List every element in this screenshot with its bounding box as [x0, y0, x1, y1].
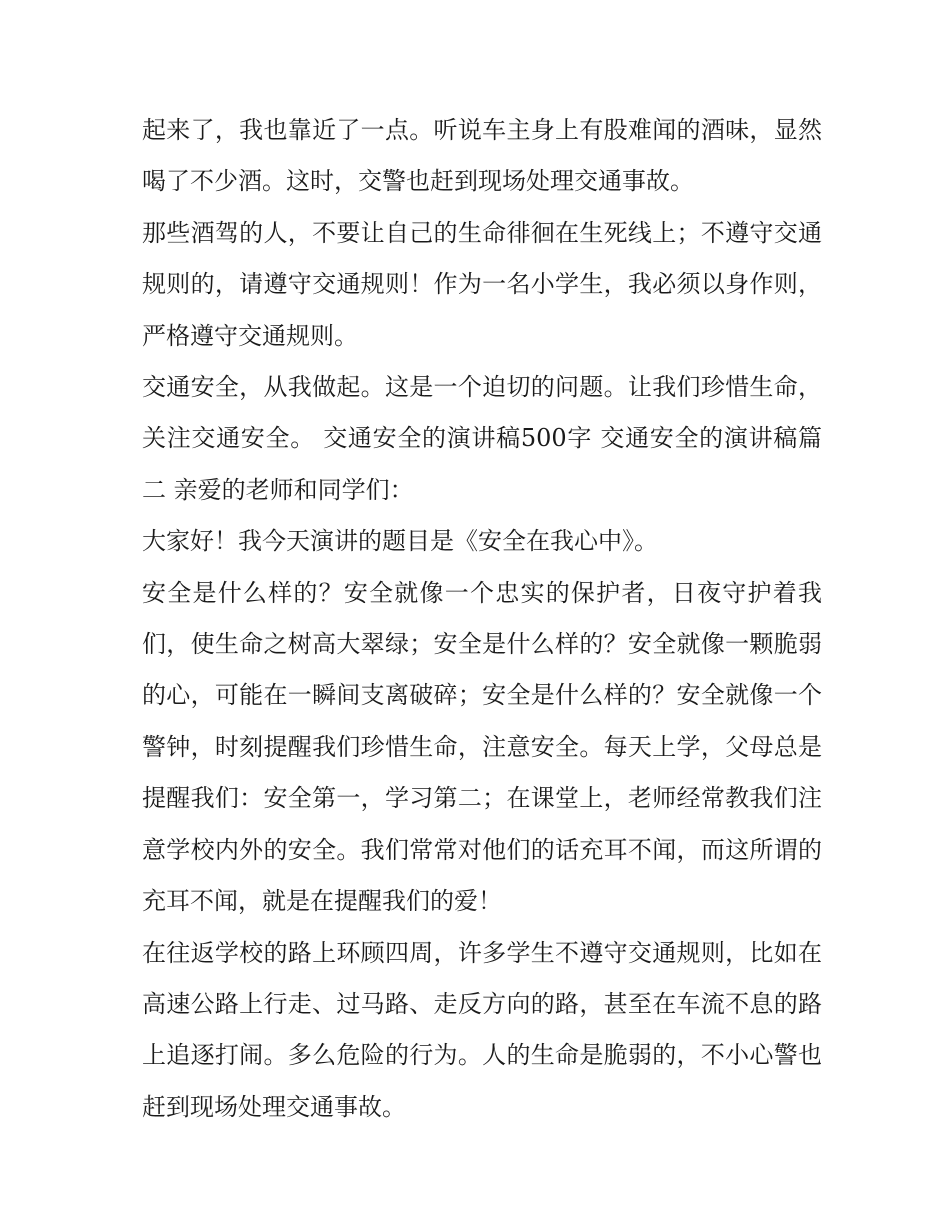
paragraph-6: 在往返学校的路上环顾四周，许多学生不遵守交通规则，比如在高速公路上行走、过马路、走反方向的路，甚至在车流不息的路上追逐打闹。多么危险的行为。人的生命是脆弱的，不小心警也赶到现场处理交通事故。: [142, 938, 822, 1121]
paragraph-3: 交通安全，从我做起。这是一个迫切的问题。让我们珍惜生命，关注交通安全。 交通安全的演讲稿500字 交通安全的演讲稿篇二 亲爱的老师和同学们：: [142, 373, 822, 504]
paragraph-2: 那些酒驾的人，不要让自己的生命徘徊在生死线上；不遵守交通规则的，请遵守交通规则！作为一名小学生，我必须以身作则，严格遵守交通规则。: [142, 218, 822, 350]
paragraph-4: 大家好！我今天演讲的题目是《安全在我心中》。: [142, 527, 658, 556]
paragraph-5: 安全是什么样的？安全就像一个忠实的保护者，日夜守护着我们，使生命之树高大翠绿；安全是什么样的？安全就像一颗脆弱的心，可能在一瞬间支离破碎；安全是什么样的？安全就像一个警钟，时刻提醒我们珍惜生命，注意安全。每天上学，父母总是提醒我们：安全第一，学习第二；在课堂上，老师经常教我们注意学校内外的安全。我们常常对他们的话充耳不闻，而这所谓的充耳不闻，就是在提醒我们的爱！: [142, 578, 822, 916]
document-body: [142, 105, 822, 1133]
paragraph-1: 起来了，我也靠近了一点。听说车主身上有股难闻的酒味，显然喝了不少酒。这时，交警也赶到现场处理交通事故。: [142, 116, 822, 196]
